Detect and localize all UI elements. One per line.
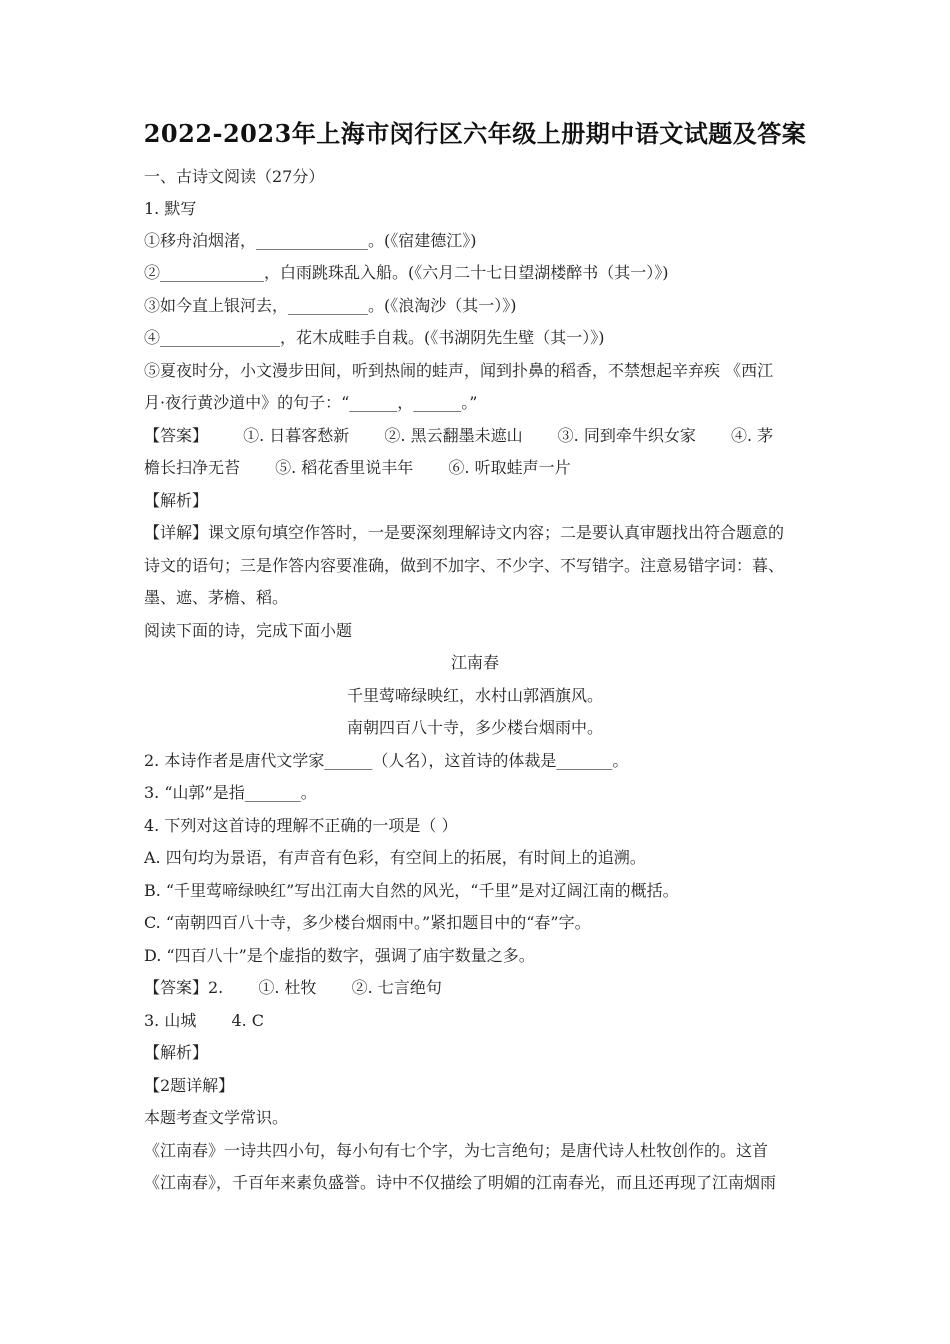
answer-1: ①. 日暮客愁新 [243, 426, 350, 445]
q1-item-1: ①移舟泊烟渚，______________。(《宿建德江》) [144, 231, 477, 250]
option-c: C. “南朝四百八十寺，多少楼台烟雨中。”紧扣题目中的“春”字。 [144, 913, 591, 932]
poem-title: 江南春 [450, 653, 499, 672]
answer-4: ④. 茅 [730, 426, 774, 445]
reading-intro: 阅读下面的诗，完成下面小题 [144, 621, 353, 640]
answer-5: ⑤. 稻花香里说丰年 [275, 458, 414, 477]
analysis2-label: 【解析】 [144, 1043, 209, 1062]
answer2-line-1 [144, 977, 824, 999]
section-heading: 一、古诗文阅读（27分） [144, 167, 325, 186]
q1-item-3: ③如今直上银河去，__________。(《浪淘沙（其一）》) [144, 296, 517, 315]
answer4: 4. C [231, 1011, 265, 1030]
answer3: 3. 山城 [144, 1011, 197, 1030]
question-1-heading: 1. 默写 [144, 199, 197, 218]
option-a: A. 四句均为景语，有声音有色彩，有空间上的拓展，有时间上的追溯。 [144, 848, 646, 867]
answer-label: 【答案】 [144, 426, 209, 445]
detail2-label: 【2题详解】 [144, 1076, 235, 1095]
q1-item-2: ②_____________，白雨跳珠乱入船。(《六月二十七日望湖楼醉书（其一）》) [144, 263, 669, 282]
detail-line-1: 【详解】课文原句填空作答时，一是要深刻理解诗文内容；二是要认真审题找出符合题意的 [144, 523, 785, 542]
q1-item-4: ④_______________，花木成畦手自栽。(《书湖阴先生壁（其一）》) [144, 328, 605, 347]
q1-answer-line-1 [144, 425, 824, 447]
detail2-line-3: 《江南春》，千百年来素负盛誉。诗中不仅描绘了明媚的江南春光，而且还再现了江南烟雨 [144, 1173, 777, 1192]
answer-2: ②. 黑云翻墨未遮山 [384, 426, 523, 445]
q1-item-5: ⑤夏夜时分，小文漫步田间，听到热闹的蛙声，闻到扑鼻的稻香，不禁想起辛弃疾 《西江 [144, 361, 774, 380]
question-2: 2. 本诗作者是唐代文学家______（人名），这首诗的体裁是_______。 [144, 751, 629, 770]
poem-line-2: 南朝四百八十寺，多少楼台烟雨中。 [346, 718, 603, 737]
answer-3: ③. 同到牵牛织女家 [557, 426, 696, 445]
option-d: D. “四百八十”是个虚指的数字，强调了庙宇数量之多。 [144, 946, 535, 965]
detail-line-2: 诗文的语句；三是作答内容要准确，做到不加字、不少字、不写错字。注意易错字词：暮、 [144, 556, 785, 575]
poem-line-1: 千里莺啼绿映红，水村山郭酒旗风。 [346, 686, 603, 705]
answer-4-cont: 檐长扫净无苔 [144, 458, 241, 477]
answer2-label: 【答案】2. [144, 978, 224, 997]
analysis-label: 【解析】 [144, 491, 209, 510]
detail-line-3: 墨、遮、茅檐、稻。 [144, 588, 289, 607]
q1-answer-line-2 [144, 457, 824, 479]
question-3: 3. “山郭”是指_______。 [144, 783, 317, 802]
page-title: 2022-2023年上海市闵行区六年级上册期中语文试题及答案 [143, 119, 807, 148]
answer2-a1: ①. 杜牧 [258, 978, 317, 997]
answer2-a2: ②. 七言绝句 [351, 978, 442, 997]
detail2-line-1: 本题考查文学常识。 [144, 1108, 289, 1127]
answer-6: ⑥. 听取蛙声一片 [448, 458, 571, 477]
option-b: B. “千里莺啼绿映红”写出江南大自然的风光，“千里”是对辽阔江南的概括。 [144, 881, 679, 900]
detail2-line-2: 《江南春》一诗共四小句，每小句有七个字，为七言绝句；是唐代诗人杜牧创作的。这首 [144, 1141, 769, 1160]
answer2-line-2 [144, 1010, 824, 1032]
question-4-stem: 4. 下列对这首诗的理解不正确的一项是（ ） [144, 816, 458, 835]
q1-item-5-cont: 月·夜行黄沙道中》的句子：“______，______。” [144, 393, 478, 412]
